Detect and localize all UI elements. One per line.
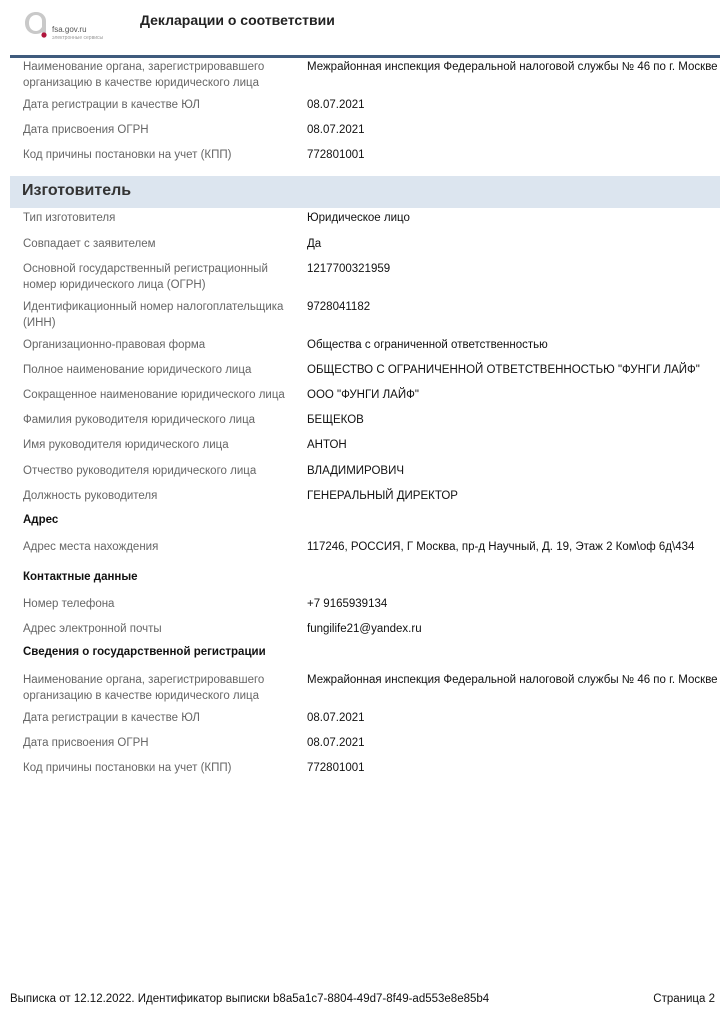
field-value: ОБЩЕСТВО С ОГРАНИЧЕННОЙ ОТВЕТСТВЕННОСТЬЮ "ФУНГИ ЛАЙФ" <box>307 364 700 376</box>
field-label: Код причины постановки на учет (КПП) <box>23 149 232 161</box>
fsa-logo[interactable] <box>22 8 122 44</box>
fsa-logo-mark-icon <box>22 8 50 38</box>
field-label: Фамилия руководителя юридического лица <box>23 414 256 426</box>
field-label: Код причины постановки на учет (КПП) <box>23 762 232 774</box>
logo-domain: fsa.gov.ru <box>52 25 87 34</box>
field-value: 08.07.2021 <box>307 737 365 749</box>
field-label: Номер телефона <box>23 598 115 610</box>
page-header <box>0 0 727 58</box>
field-label: Адрес электронной почты <box>23 623 162 635</box>
field-label: Сокращенное наименование юридического лица <box>23 389 285 401</box>
field-label: Дата присвоения ОГРН <box>23 124 149 136</box>
field-value: Юридическое лицо <box>307 212 410 224</box>
field-label: Идентификационный номер налогоплательщика (ИНН) <box>23 301 284 329</box>
field-label: Наименование органа, зарегистрировавшего организацию в качестве юридического лица <box>23 61 265 89</box>
field-value: 08.07.2021 <box>307 124 365 136</box>
field-label: Отчество руководителя юридического лица <box>23 465 257 477</box>
field-label: Тип изготовителя <box>23 212 116 224</box>
field-value: 1217700321959 <box>307 263 391 275</box>
field-value: ВЛАДИМИРОВИЧ <box>307 465 405 477</box>
header-rule <box>10 55 720 58</box>
field-label: Совпадает с заявителем <box>23 238 156 250</box>
field-label: Основной государственный регистрационный номер юридического лица (ОГРН) <box>23 263 268 291</box>
field-value: Межрайонная инспекция Федеральной налоговой службы № 46 по г. Москве <box>307 61 718 73</box>
field-label: Дата присвоения ОГРН <box>23 737 149 749</box>
field-value: ООО "ФУНГИ ЛАЙФ" <box>307 389 419 401</box>
field-value: АНТОН <box>307 439 347 451</box>
field-value: Да <box>307 238 322 250</box>
field-label: Дата регистрации в качестве ЮЛ <box>23 712 200 724</box>
field-value: Межрайонная инспекция Федеральной налоговой службы № 46 по г. Москве <box>307 674 718 686</box>
field-label: Дата регистрации в качестве ЮЛ <box>23 99 200 111</box>
subheading-address: Адрес <box>23 514 59 526</box>
section-header-manufacturer <box>10 176 720 208</box>
field-value: 9728041182 <box>307 301 371 313</box>
page-number: Страница 2 <box>653 993 715 1005</box>
field-value: 117246, РОССИЯ, Г Москва, пр-д Научный, Д. 19, Этаж 2 Ком\оф 6д\434 <box>307 541 695 553</box>
field-label: Организационно-правовая форма <box>23 339 206 351</box>
logo-tagline: электронные сервисы <box>52 35 104 41</box>
field-value: БЕЩЕКОВ <box>307 414 364 426</box>
field-value: 772801001 <box>307 149 365 161</box>
field-value: Общества с ограниченной ответственностью <box>307 339 548 351</box>
field-label: Адрес места нахождения <box>23 541 159 553</box>
subheading-contacts: Контактные данные <box>23 571 138 583</box>
field-value: fungilife21@yandex.ru <box>307 623 422 635</box>
field-value: ГЕНЕРАЛЬНЫЙ ДИРЕКТОР <box>307 490 458 502</box>
section-title: Изготовитель <box>22 182 132 199</box>
field-value: 08.07.2021 <box>307 99 365 111</box>
field-label: Наименование органа, зарегистрировавшего организацию в качестве юридического лица <box>23 674 265 702</box>
field-label: Полное наименование юридического лица <box>23 364 252 376</box>
extract-info: Выписка от 12.12.2022. Идентификатор выписки b8a5a1c7-8804-49d7-8f49-ad553e8e85b4 <box>10 993 490 1005</box>
field-label: Имя руководителя юридического лица <box>23 439 229 451</box>
document-title: Декларации о соответствии <box>140 12 335 28</box>
field-value: 08.07.2021 <box>307 712 365 724</box>
field-value: +7 9165939134 <box>307 598 388 610</box>
field-value: 772801001 <box>307 762 365 774</box>
subheading-state-registration: Сведения о государственной регистрации <box>23 646 266 658</box>
field-label: Должность руководителя <box>23 490 158 502</box>
